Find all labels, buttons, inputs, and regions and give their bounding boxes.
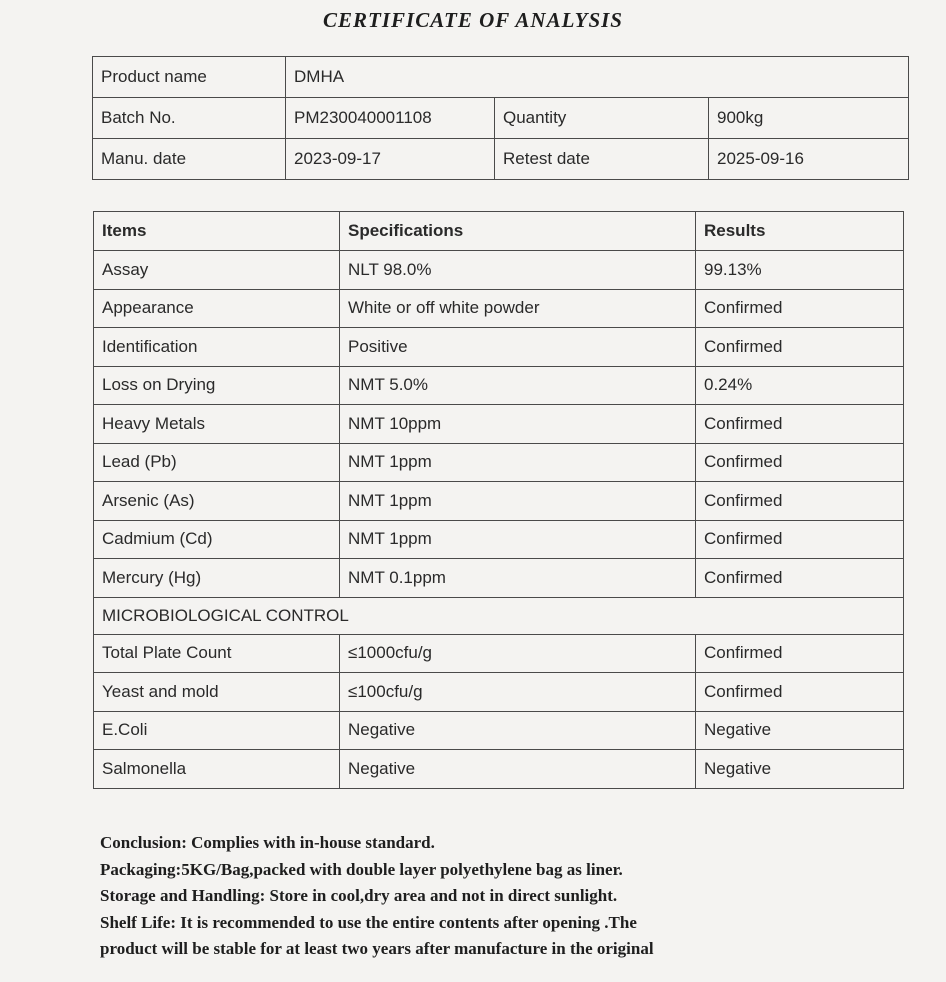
item-cell: Appearance <box>94 289 340 328</box>
item-cell: Identification <box>94 328 340 367</box>
result-cell: Confirmed <box>696 482 904 521</box>
document-title: CERTIFICATE OF ANALYSIS <box>323 8 623 32</box>
specification-cell: NMT 10ppm <box>340 405 696 444</box>
specification-cell: ≤1000cfu/g <box>340 634 696 673</box>
specification-cell: NMT 5.0% <box>340 366 696 405</box>
item-cell: Cadmium (Cd) <box>94 520 340 559</box>
result-cell: Confirmed <box>696 328 904 367</box>
table-row <box>94 520 904 559</box>
batch-value: PM230040001108 <box>286 98 495 139</box>
specification-cell: ≤100cfu/g <box>340 673 696 712</box>
quantity-value: 900kg <box>709 98 909 139</box>
microbiological-control-heading: MICROBIOLOGICAL CONTROL <box>94 597 904 634</box>
manu-date-value: 2023-09-17 <box>286 139 495 180</box>
result-cell: Confirmed <box>696 634 904 673</box>
item-cell: Total Plate Count <box>94 634 340 673</box>
result-cell: Confirmed <box>696 559 904 598</box>
specification-cell: NMT 1ppm <box>340 482 696 521</box>
notes-section <box>100 830 920 963</box>
product-name-label: Product name <box>93 57 286 98</box>
specification-cell: Positive <box>340 328 696 367</box>
specification-cell: NMT 0.1ppm <box>340 559 696 598</box>
header-items: Items <box>94 212 340 251</box>
table-row <box>94 366 904 405</box>
header-results: Results <box>696 212 904 251</box>
result-cell: 99.13% <box>696 251 904 290</box>
table-header-row <box>94 212 904 251</box>
specification-cell: White or off white powder <box>340 289 696 328</box>
manu-date-label: Manu. date <box>93 139 286 180</box>
item-cell: Yeast and mold <box>94 673 340 712</box>
item-cell: Assay <box>94 251 340 290</box>
item-cell: E.Coli <box>94 711 340 750</box>
table-row <box>94 711 904 750</box>
result-cell: Negative <box>696 711 904 750</box>
storage-text: Storage and Handling: Store in cool,dry area and not in direct sunlight. <box>100 886 618 905</box>
table-row <box>94 559 904 598</box>
retest-date-value: 2025-09-16 <box>709 139 909 180</box>
table-row <box>94 443 904 482</box>
table-row <box>94 673 904 712</box>
table-row <box>93 57 909 98</box>
packaging-text: Packaging:5KG/Bag,packed with double layer polyethylene bag as liner. <box>100 859 623 879</box>
shelf-life-text-continued: product will be stable for at least two years after manufacture in the original <box>100 939 654 958</box>
specification-cell: NLT 98.0% <box>340 251 696 290</box>
table-row <box>94 251 904 290</box>
result-cell: Confirmed <box>696 520 904 559</box>
item-cell: Salmonella <box>94 750 340 789</box>
table-row <box>93 139 909 180</box>
product-info-table <box>92 56 909 180</box>
retest-date-label: Retest date <box>495 139 709 180</box>
table-row <box>94 482 904 521</box>
specification-cell: Negative <box>340 750 696 789</box>
item-cell: Loss on Drying <box>94 366 340 405</box>
table-row <box>94 328 904 367</box>
table-row <box>94 634 904 673</box>
table-row <box>93 98 909 139</box>
result-cell: Confirmed <box>696 673 904 712</box>
specification-cell: NMT 1ppm <box>340 443 696 482</box>
table-row <box>94 750 904 789</box>
specification-cell: NMT 1ppm <box>340 520 696 559</box>
item-cell: Mercury (Hg) <box>94 559 340 598</box>
item-cell: Heavy Metals <box>94 405 340 444</box>
header-specifications: Specifications <box>340 212 696 251</box>
specification-cell: Negative <box>340 711 696 750</box>
table-row <box>94 405 904 444</box>
result-cell: Confirmed <box>696 405 904 444</box>
shelf-life-text: Shelf Life: It is recommended to use the entire contents after opening .The <box>100 912 637 932</box>
result-cell: 0.24% <box>696 366 904 405</box>
conclusion-text: Conclusion: Complies with in-house standard. <box>100 833 435 852</box>
item-cell: Arsenic (As) <box>94 482 340 521</box>
product-name-value: DMHA <box>286 57 909 98</box>
specifications-table <box>93 211 904 789</box>
result-cell: Confirmed <box>696 289 904 328</box>
section-row <box>94 597 904 634</box>
result-cell: Negative <box>696 750 904 789</box>
item-cell: Lead (Pb) <box>94 443 340 482</box>
batch-label: Batch No. <box>93 98 286 139</box>
table-row <box>94 289 904 328</box>
quantity-label: Quantity <box>495 98 709 139</box>
result-cell: Confirmed <box>696 443 904 482</box>
